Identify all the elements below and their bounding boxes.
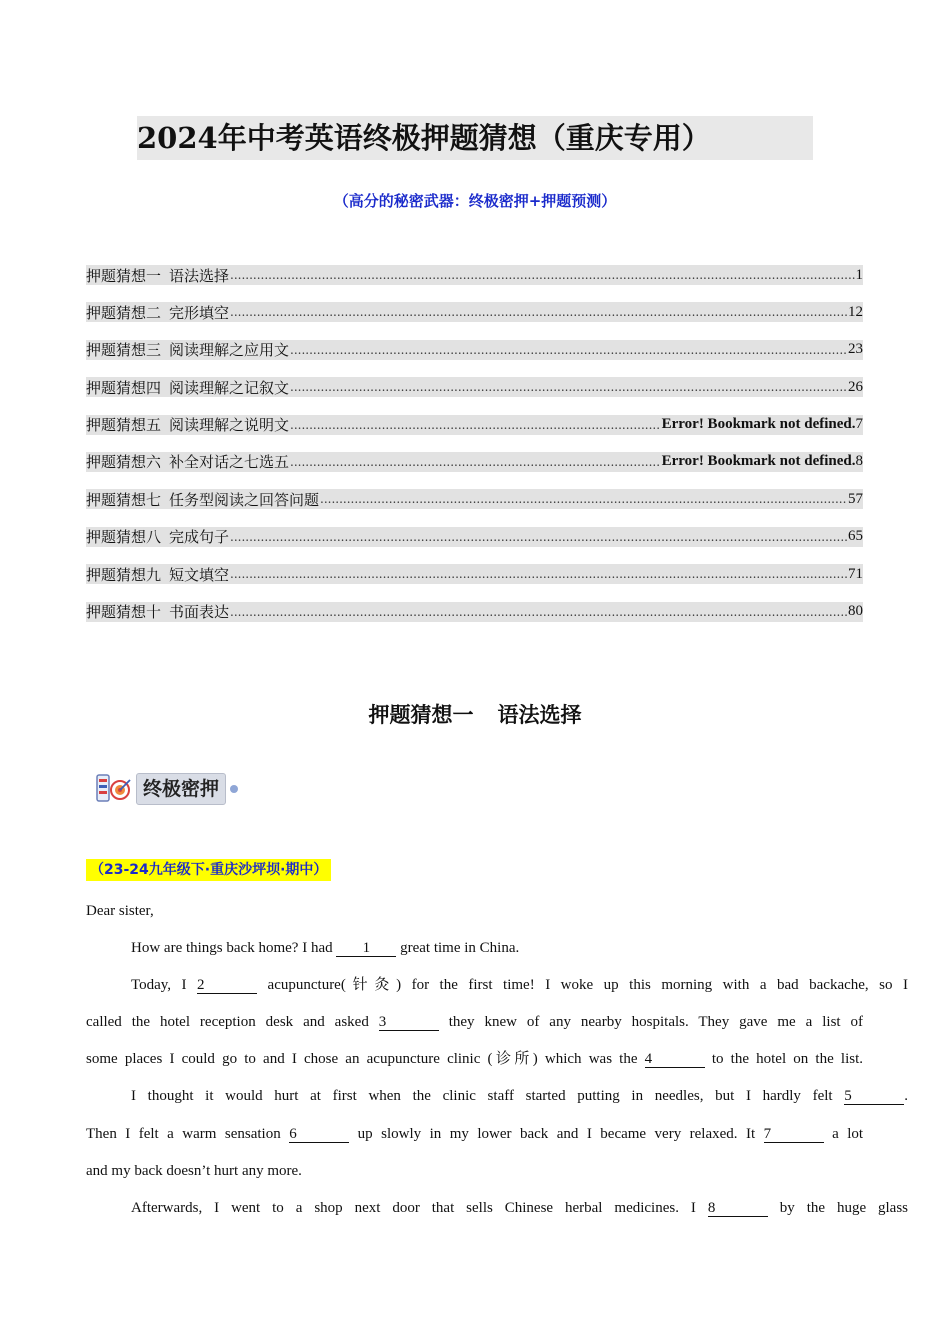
toc-entry-number: 押题猜想五: [86, 416, 162, 435]
badge: [96, 770, 238, 808]
section-heading: [0, 699, 950, 729]
toc-entry-number: 押题猜想十: [86, 603, 162, 622]
passage-line: some places I could go to and I chose an acupuncture clinic (诊所) which was the 4 to the hotel on the list.: [86, 1051, 863, 1067]
toc-entry-label: 任务型阅读之回答问题: [169, 490, 320, 509]
section-name: 语法选择: [497, 703, 582, 727]
toc-entry[interactable]: [86, 340, 863, 360]
toc-entry-label: 阅读理解之记叙文: [169, 378, 290, 397]
toc-leader-dots: [230, 305, 847, 319]
toc-entry-page: 23: [848, 341, 863, 358]
toc-leader-dots: [290, 418, 661, 432]
blank-4[interactable]: 4: [645, 1051, 705, 1068]
toc-entry-page: 80: [848, 603, 863, 620]
toc-entry-page: 1: [855, 266, 863, 283]
target-icon: [96, 772, 132, 806]
toc-entry[interactable]: [86, 564, 863, 584]
toc-leader-dots: [230, 605, 847, 619]
toc-leader-dots: [290, 455, 661, 469]
passage-line: I thought it would hurt at first when the clinic staff started putting in needles, but I hardly felt 5 .: [131, 1088, 909, 1104]
blank-3[interactable]: 3: [379, 1014, 439, 1031]
toc-entry-number: 押题猜想二: [86, 303, 162, 322]
blank-6[interactable]: 6: [289, 1126, 349, 1143]
toc-entry-label: 书面表达: [169, 603, 230, 622]
blank-5[interactable]: 5: [844, 1088, 904, 1105]
toc-entry-number: 押题猜想一: [86, 266, 162, 285]
toc-entry-page: 8: [855, 453, 863, 470]
toc-leader-dots: [230, 268, 854, 282]
toc-entry[interactable]: [86, 602, 863, 622]
blank-2[interactable]: 2: [197, 977, 257, 994]
toc-entry-page: 65: [848, 528, 863, 545]
section-number: 押题猜想一: [368, 703, 474, 727]
passage-line: Then I felt a warm sensation 6 up slowly in my lower back and I became very relaxed. It 7 a lot: [86, 1126, 864, 1142]
toc-entry-page: 57: [848, 490, 863, 507]
toc-entry-number: 押题猜想七: [86, 490, 162, 509]
toc-entry[interactable]: [86, 415, 863, 435]
toc-entry[interactable]: [86, 452, 863, 472]
blank-1[interactable]: 1: [336, 940, 396, 957]
toc-error-text: Error! Bookmark not defined.: [661, 453, 856, 470]
toc-entry-label: 完成句子: [169, 528, 230, 547]
blank-8[interactable]: 8: [708, 1200, 768, 1217]
toc-entry-label: 完形填空: [169, 303, 230, 322]
toc-entry-page: 71: [848, 565, 863, 582]
toc-entry-number: 押题猜想八: [86, 528, 162, 547]
passage-line: Today, I 2 acupuncture(针灸) for the first time! I woke up this morning with a bad backache, so I: [131, 977, 909, 993]
badge-label: 终极密押: [136, 773, 226, 805]
toc-entry-label: 阅读理解之应用文: [169, 341, 290, 360]
question-source: （23-24九年级下·重庆沙坪坝·期中）: [86, 859, 331, 881]
toc-entry[interactable]: [86, 527, 863, 547]
passage-line: How are things back home? I had 1 great time in China.: [131, 940, 520, 956]
toc-entry-number: 押题猜想四: [86, 378, 162, 397]
passage-line: Afterwards, I went to a shop next door that sells Chinese herbal medicines. I 8 by the huge glass: [131, 1200, 909, 1216]
toc-entry-label: 补全对话之七选五: [169, 453, 290, 472]
dot-icon: [230, 785, 238, 793]
document-subtitle: （高分的秘密武器：终极密押+押题预测）: [333, 192, 617, 210]
toc-entry-number: 押题猜想九: [86, 565, 162, 584]
toc-leader-dots: [290, 380, 847, 394]
toc-entry-page: 12: [848, 303, 863, 320]
document-title: 2024年中考英语终极押题猜想（重庆专用）: [137, 121, 711, 155]
toc-leader-dots: [230, 530, 847, 544]
toc-entry-page: 26: [848, 378, 863, 395]
toc-entry[interactable]: [86, 302, 863, 322]
blank-7[interactable]: 7: [764, 1126, 824, 1143]
passage-greeting: Dear sister,: [86, 903, 154, 919]
toc-entry[interactable]: [86, 265, 863, 285]
table-of-contents: [86, 265, 863, 639]
toc-leader-dots: [230, 567, 847, 581]
toc-entry-label: 阅读理解之说明文: [169, 416, 290, 435]
toc-leader-dots: [290, 343, 847, 357]
toc-leader-dots: [320, 492, 847, 506]
passage-line: called the hotel reception desk and asked 3 they knew of any nearby hospitals. They gave me a list of: [86, 1014, 863, 1030]
toc-entry-number: 押题猜想三: [86, 341, 162, 360]
toc-entry-label: 短文填空: [169, 565, 230, 584]
toc-entry[interactable]: [86, 377, 863, 397]
passage-line: and my back doesn’t hurt any more.: [86, 1163, 302, 1179]
toc-entry-number: 押题猜想六: [86, 453, 162, 472]
toc-error-text: Error! Bookmark not defined.: [661, 416, 856, 433]
toc-entry[interactable]: [86, 489, 863, 509]
toc-entry-label: 语法选择: [169, 266, 230, 285]
toc-entry-page: 7: [855, 416, 863, 433]
